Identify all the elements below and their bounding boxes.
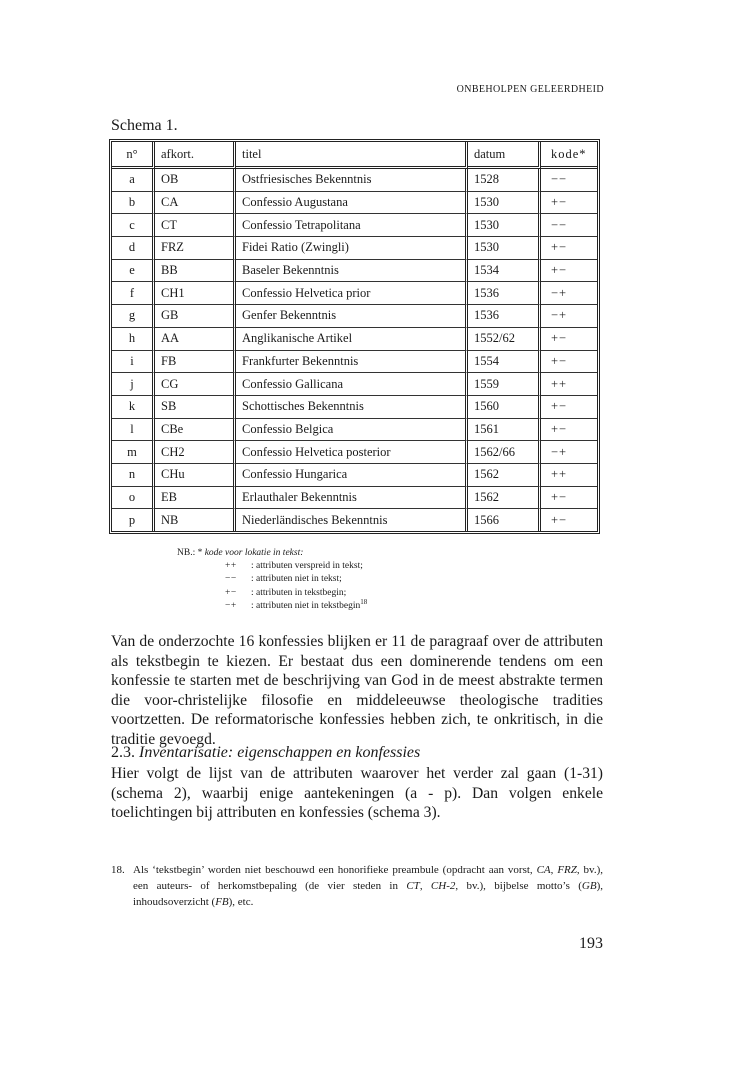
cell-date: 1562	[468, 487, 541, 510]
page-number: 193	[579, 935, 603, 952]
footnote-segment: ,	[419, 880, 431, 892]
table-row	[112, 169, 597, 192]
footnote-18	[111, 862, 603, 910]
cell-code: +−	[541, 487, 597, 510]
cell-code: −−	[541, 169, 597, 192]
cell-abbreviation: EB	[155, 487, 236, 510]
footnote-segment: CT	[406, 880, 420, 892]
table-row	[112, 441, 597, 464]
table-row	[112, 509, 597, 531]
table-row	[112, 351, 597, 374]
cell-date: 1528	[468, 169, 541, 192]
cell-title: Confessio Helvetica posterior	[236, 441, 468, 464]
footnote-segment: FB	[215, 896, 229, 908]
header-date: datum	[468, 142, 541, 169]
table-row	[112, 260, 597, 283]
cell-date: 1530	[468, 214, 541, 237]
cell-title: Confessio Tetrapolitana	[236, 214, 468, 237]
cell-title: Frankfurter Bekenntnis	[236, 351, 468, 374]
cell-code: +−	[541, 260, 597, 283]
cell-title: Schottisches Bekenntnis	[236, 396, 468, 419]
cell-code: +−	[541, 192, 597, 215]
cell-number: f	[112, 282, 155, 305]
cell-code: +−	[541, 396, 597, 419]
cell-abbreviation: AA	[155, 328, 236, 351]
footnote-segment: GB	[581, 880, 597, 892]
schema-table-wrapper	[109, 139, 600, 534]
cell-date: 1530	[468, 237, 541, 260]
cell-title: Fidei Ratio (Zwingli)	[236, 237, 468, 260]
footnote-segment: , bv.), bijbelse motto’s (	[455, 880, 582, 892]
cell-date: 1534	[468, 260, 541, 283]
paragraph-1: Van de onderzochte 16 konfessies blijken er 11 de paragraaf over de attributen als tekstbegin te kiezen. Er bestaat dus een dominerende tendens om een konfessie te starten met de beschrijving van God in de meest abstrakte termen die voor-christelijke filosofie en middeleeuwse theologische tradities voortzetten. De reformatorische konfessies hebben zich, te onkritisch, in die traditie gevoegd.	[111, 633, 603, 748]
schema-table	[109, 139, 600, 534]
cell-code: −+	[541, 305, 597, 328]
table-row	[112, 282, 597, 305]
cell-abbreviation: OB	[155, 169, 236, 192]
cell-title: Anglikanische Artikel	[236, 328, 468, 351]
cell-number: e	[112, 260, 155, 283]
cell-number: c	[112, 214, 155, 237]
cell-code: ++	[541, 373, 597, 396]
cell-date: 1530	[468, 192, 541, 215]
note-items	[177, 560, 367, 613]
table-row	[112, 464, 597, 487]
cell-date: 1552/62	[468, 328, 541, 351]
cell-title: Ostfriesisches Bekenntnis	[236, 169, 468, 192]
note-code: −+	[225, 600, 237, 611]
table-row	[112, 373, 597, 396]
paragraph-2: Hier volgt de lijst van de attributen waarover het verder zal gaan (1-31) (schema 2), waarbij enige aantekeningen (a - p). Dan volgen enkele toelichtingen bij attributen en konfessies (schema 3).	[111, 765, 603, 822]
running-head: ONBEHOLPEN GELEERDHEID	[456, 84, 604, 95]
cell-date: 1554	[468, 351, 541, 374]
cell-code: −+	[541, 282, 597, 305]
note-title: kode voor lokatie in tekst:	[204, 548, 304, 558]
schema-title: Schema 1.	[111, 117, 178, 134]
footnote-text	[133, 862, 603, 910]
cell-title: Confessio Hungarica	[236, 464, 468, 487]
header-code: kode*	[541, 142, 597, 169]
table-row	[112, 192, 597, 215]
cell-code: +−	[551, 512, 568, 527]
cell-abbreviation: CHu	[155, 464, 236, 487]
cell-title: Genfer Bekenntnis	[236, 305, 468, 328]
cell-code: +−	[541, 419, 597, 442]
cell-date: 1560	[468, 396, 541, 419]
cell-number: j	[112, 373, 155, 396]
note-prefix: NB.: *	[177, 548, 205, 558]
footnote-segment: CH-2	[430, 880, 456, 892]
note-text: : attributen niet in tekstbegin	[251, 600, 361, 611]
footnote-segment: ), etc.	[228, 896, 254, 908]
note-item	[177, 587, 367, 600]
cell-number: b	[112, 192, 155, 215]
cell-number: p	[112, 509, 155, 531]
cell-number: d	[112, 237, 155, 260]
footnote-reference: 18	[360, 597, 368, 606]
cell-number: m	[112, 441, 155, 464]
cell-code: −+	[541, 441, 597, 464]
footnote-segment: ), inhoudsoverzicht (	[133, 880, 603, 908]
cell-abbreviation: BB	[155, 260, 236, 283]
table-row	[112, 487, 597, 510]
cell-number: o	[112, 487, 155, 510]
cell-number: h	[112, 328, 155, 351]
table-row	[112, 328, 597, 351]
section-number: 2.3.	[111, 744, 139, 761]
table-header-row	[112, 142, 597, 169]
table-row	[112, 237, 597, 260]
cell-abbreviation: CBe	[155, 419, 236, 442]
cell-abbreviation: CT	[155, 214, 236, 237]
table-note	[177, 547, 367, 613]
cell-abbreviation: NB	[155, 509, 236, 531]
cell-abbreviation: CH2	[155, 441, 236, 464]
note-item	[177, 560, 367, 573]
cell-date: 1561	[468, 419, 541, 442]
cell-number: g	[112, 305, 155, 328]
table-row	[112, 214, 597, 237]
header-number: n°	[112, 142, 155, 169]
footnote-segment: CA	[536, 864, 551, 876]
cell-number: l	[112, 419, 155, 442]
header-title: titel	[236, 142, 468, 169]
section-title: Inventarisatie: eigenschappen en konfessies	[139, 744, 421, 761]
cell-abbreviation: FB	[155, 351, 236, 374]
cell-date: 1562/66	[468, 441, 541, 464]
cell-number: k	[112, 396, 155, 419]
note-text: : attributen verspreid in tekst;	[251, 561, 363, 572]
note-text: : attributen niet in tekst;	[251, 574, 342, 585]
cell-title: Baseler Bekenntnis	[236, 260, 468, 283]
cell-title: Niederländisches Bekenntnis	[236, 509, 468, 531]
table-row	[112, 396, 597, 419]
cell-title: Confessio Belgica	[236, 419, 468, 442]
cell-code: +−	[541, 237, 597, 260]
cell-title: Confessio Gallicana	[236, 373, 468, 396]
note-text: : attributen in tekstbegin;	[251, 587, 347, 598]
cell-date: 1559	[468, 373, 541, 396]
footnote-number: 18.	[111, 864, 125, 876]
section-heading	[111, 744, 420, 762]
cell-code: −−	[541, 214, 597, 237]
cell-title: Confessio Augustana	[236, 192, 468, 215]
cell-code: +−	[541, 351, 597, 374]
note-code: +−	[225, 587, 237, 598]
cell-abbreviation: GB	[155, 305, 236, 328]
note-code: −−	[225, 574, 237, 585]
cell-code: +−	[541, 328, 597, 351]
cell-number: n	[112, 464, 155, 487]
header-abbreviation: afkort.	[155, 142, 236, 169]
note-item	[177, 597, 368, 613]
note-item	[177, 573, 367, 586]
footnote-segment: ,	[550, 864, 558, 876]
cell-date: 1536	[468, 282, 541, 305]
footnote-segment: , bv.), een auteurs- of herkomstbepaling (de vier steden in	[133, 864, 604, 892]
cell-number: a	[112, 169, 155, 192]
cell-number: i	[112, 351, 155, 374]
cell-abbreviation: CG	[155, 373, 236, 396]
cell-abbreviation: CH1	[155, 282, 236, 305]
cell-abbreviation: FRZ	[155, 237, 236, 260]
cell-abbreviation: SB	[155, 396, 236, 419]
cell-date: 1536	[468, 305, 541, 328]
footnote-segment: FRZ	[557, 864, 577, 876]
footnote-segment: Als ‘tekstbegin’ worden niet beschouwd een honorifieke preambule (opdracht aan vorst,	[133, 864, 537, 876]
note-code: ++	[225, 561, 237, 572]
cell-abbreviation: CA	[155, 192, 236, 215]
table-body	[112, 169, 597, 531]
cell-code: ++	[541, 464, 597, 487]
cell-title: Erlauthaler Bekenntnis	[236, 487, 468, 510]
cell-title: Confessio Helvetica prior	[236, 282, 468, 305]
table-row	[112, 419, 597, 442]
cell-date: 1562	[468, 464, 541, 487]
table-row	[112, 305, 597, 328]
cell-date: 1566	[468, 509, 541, 531]
